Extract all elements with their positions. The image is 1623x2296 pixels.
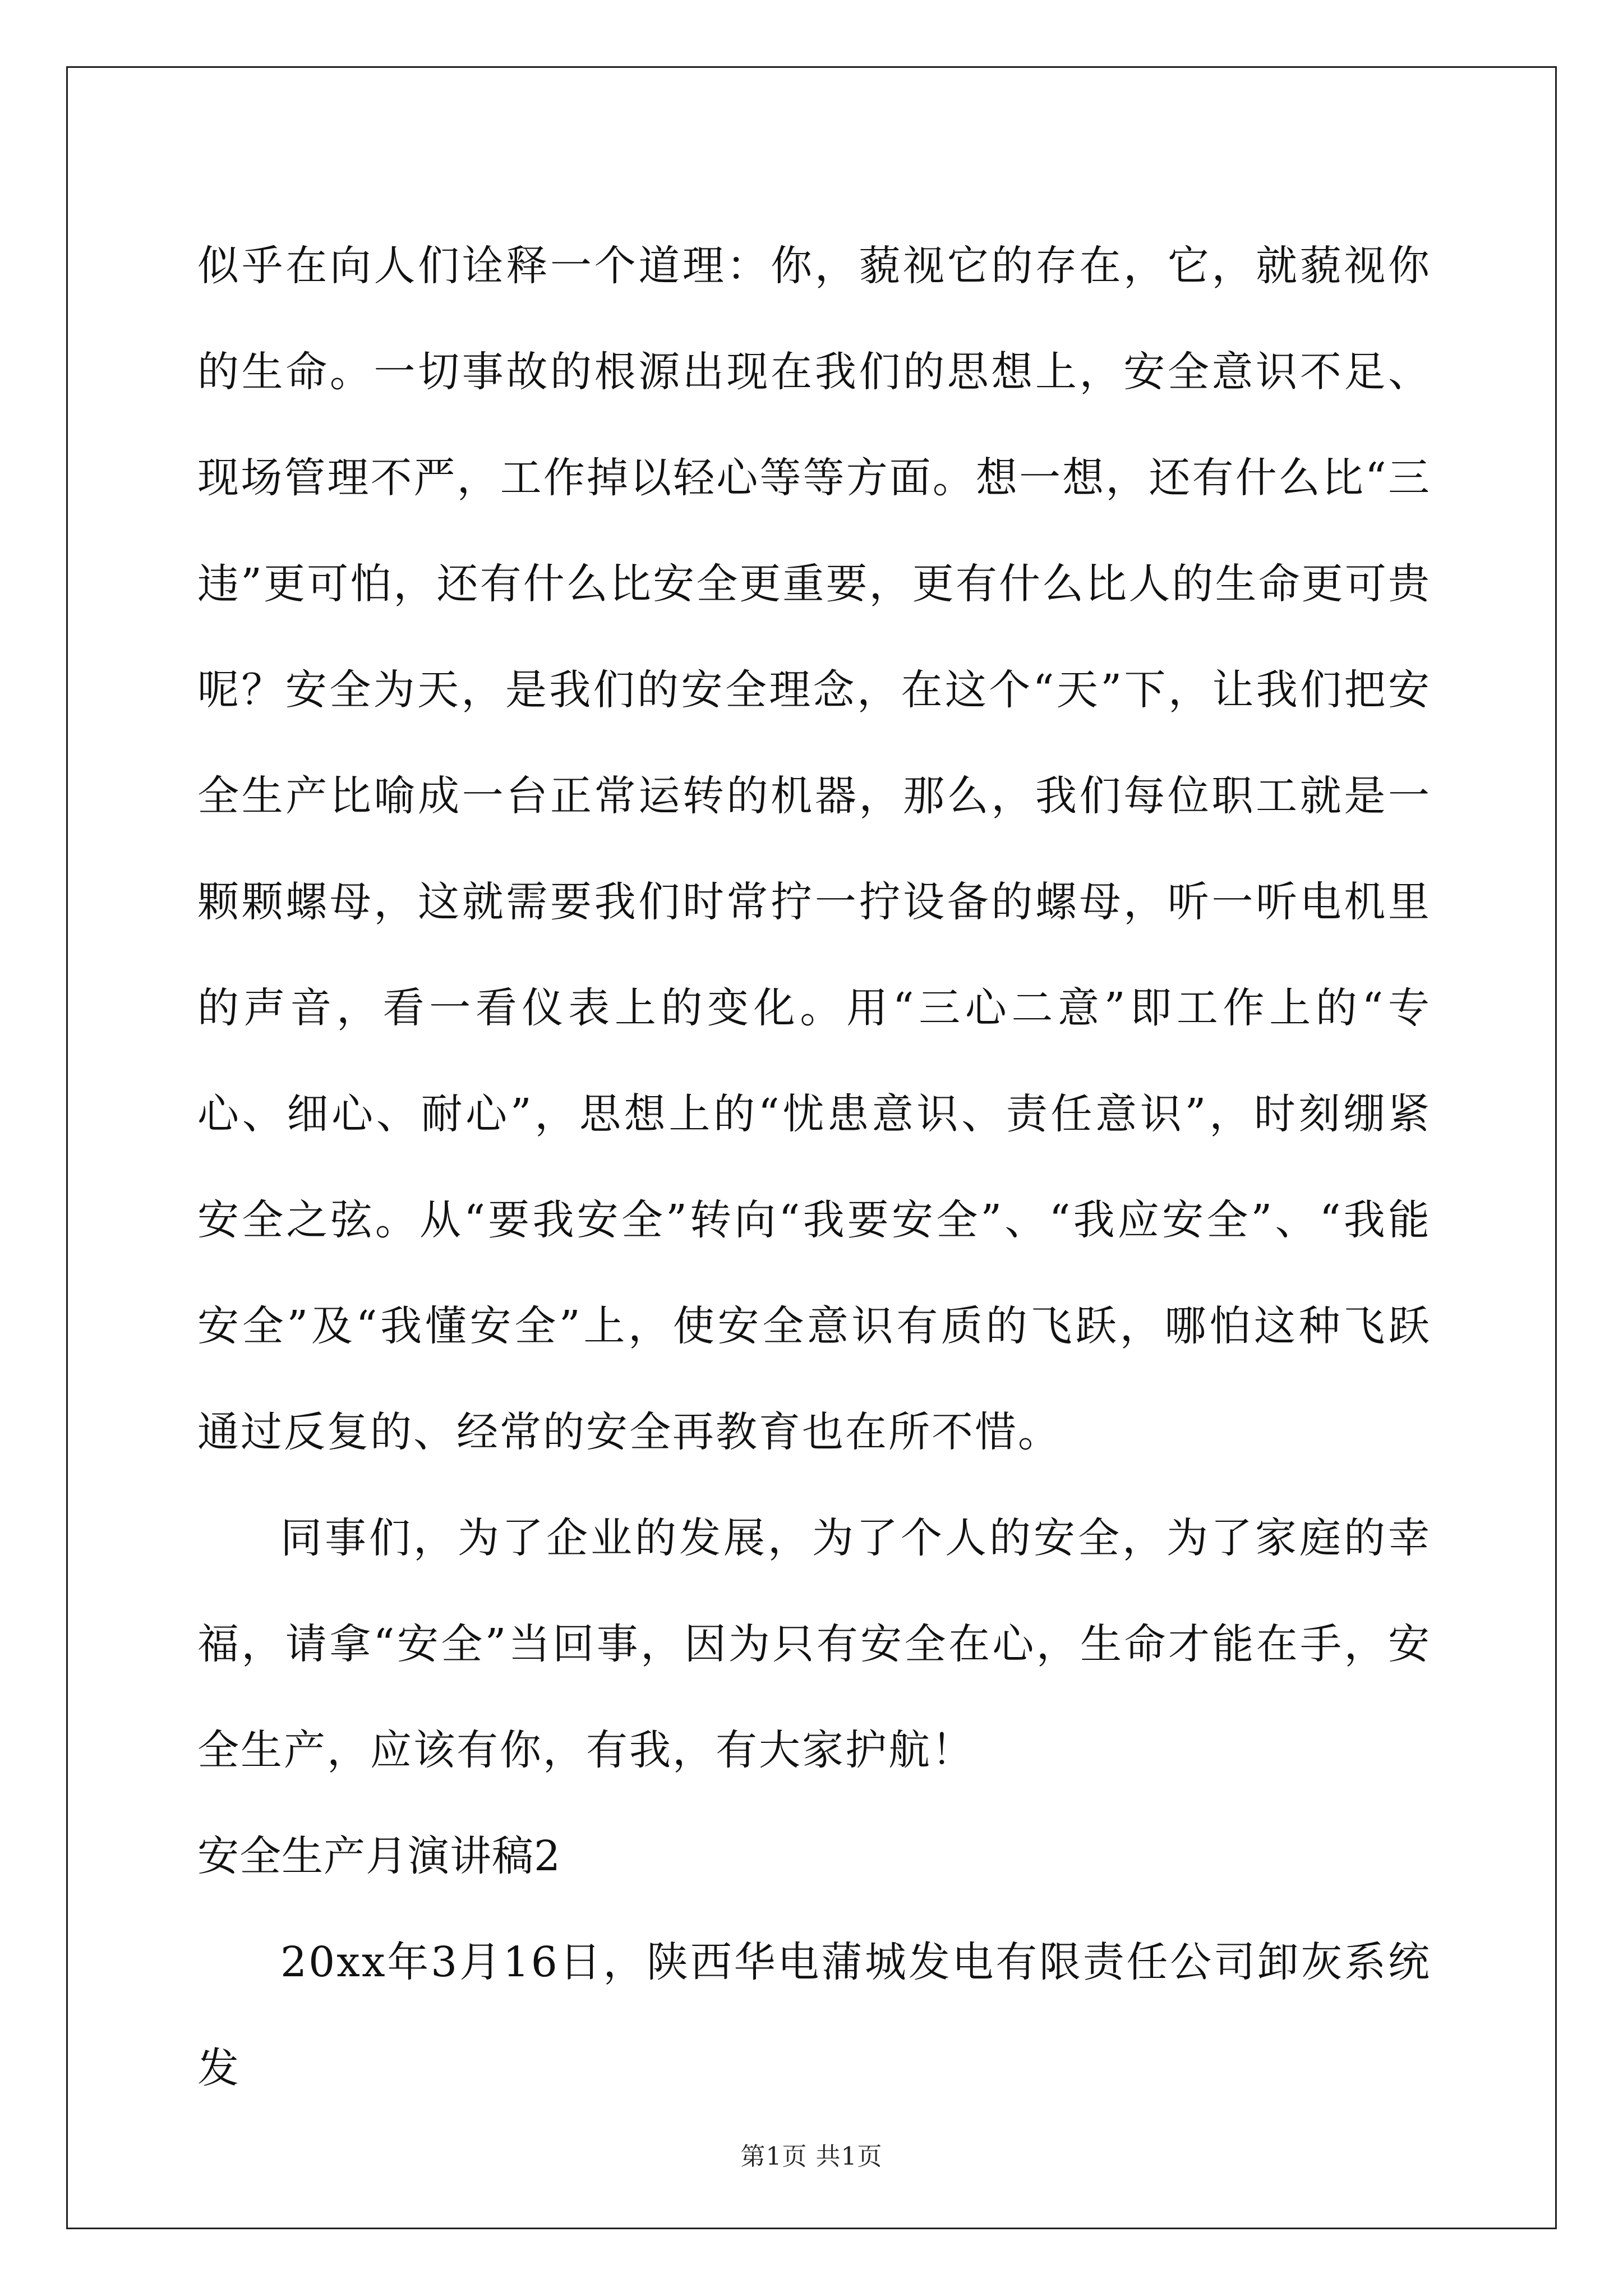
- paragraph-1: 似乎在向人们诠释一个道理：你，藐视它的存在，它，就藐视你的生命。一切事故的根源出现在我们的思想上，安全意识不足、现场管理不严，工作掉以轻心等等方面。想一想，还有什么比“三违”更可怕，还有什么比安全更重要，更有什么比人的生命更可贵呢？安全为天，是我们的安全理念，在这个“天”下，让我们把安全生产比喻成一台正常运转的机器，那么，我们每位职工就是一颗颗螺母，这就需要我们时常拧一拧设备的螺母，听一听电机里的声音，看一看仪表上的变化。用“三心二意”即工作上的“专心、细心、耐心”，思想上的“忧患意识、责任意识”，时刻绷紧安全之弦。从“要我安全”转向“我要安全”、“我应安全”、“我能安全”及“我懂安全”上，使安全意识有质的飞跃，哪怕这种飞跃通过反复的、经常的安全再教育也在所不惜。: [197, 242, 1431, 1456]
- section-heading: 安全生产月演讲稿2: [197, 1832, 561, 1880]
- paragraph-3: 20xx年3月16日，陕西华电蒲城发电有限责任公司卸灰系统发: [197, 1938, 1431, 2092]
- document-body: [197, 213, 1431, 2122]
- page-footer: 第1页 共1页: [740, 2142, 883, 2171]
- paragraph-2: 同事们，为了企业的发展，为了个人的安全，为了家庭的幸福，请拿“安全”当回事，因为只有安全在心，生命才能在手，安全生产，应该有你，有我，有大家护航！: [197, 1514, 1431, 1774]
